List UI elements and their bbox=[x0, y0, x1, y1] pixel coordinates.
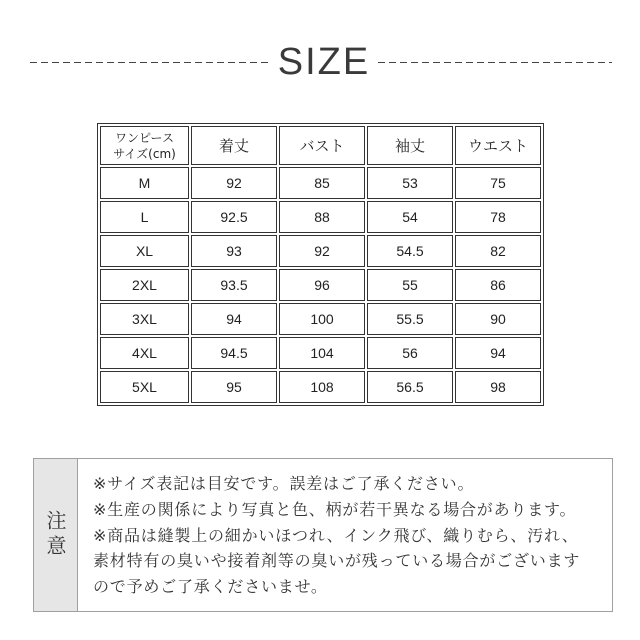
measurement-cell: 90 bbox=[455, 303, 541, 335]
measurement-cell: 92 bbox=[191, 167, 277, 199]
notes-heading: 注意 bbox=[43, 510, 67, 560]
measurement-cell: 88 bbox=[279, 201, 365, 233]
title-divider-right bbox=[378, 62, 612, 63]
size-label: 2XL bbox=[100, 269, 189, 301]
size-label: 5XL bbox=[100, 371, 189, 403]
size-label: 4XL bbox=[100, 337, 189, 369]
measurement-cell: 85 bbox=[279, 167, 365, 199]
column-header-bust: バスト bbox=[279, 126, 365, 165]
measurement-cell: 100 bbox=[279, 303, 365, 335]
size-label: M bbox=[100, 167, 189, 199]
notes-box bbox=[33, 458, 613, 612]
measurement-cell: 95 bbox=[191, 371, 277, 403]
measurement-cell: 78 bbox=[455, 201, 541, 233]
measurement-cell: 55 bbox=[367, 269, 453, 301]
measurement-cell: 94 bbox=[455, 337, 541, 369]
measurement-cell: 92 bbox=[279, 235, 365, 267]
measurement-cell: 86 bbox=[455, 269, 541, 301]
title-divider-left bbox=[30, 62, 270, 63]
measurement-cell: 92.5 bbox=[191, 201, 277, 233]
measurement-cell: 82 bbox=[455, 235, 541, 267]
measurement-cell: 53 bbox=[367, 167, 453, 199]
notes-line: 素材特有の臭いや接着剤等の臭いが残っている場合がございます bbox=[93, 551, 581, 571]
column-header-total-length: 着丈 bbox=[191, 126, 277, 165]
size-label: L bbox=[100, 201, 189, 233]
corner-header-line: ワンピース bbox=[115, 130, 174, 145]
column-header-sleeve-length: 袖丈 bbox=[367, 126, 453, 165]
size-table bbox=[97, 123, 544, 406]
notes-text bbox=[78, 459, 580, 611]
page-title: SIZE bbox=[277, 41, 371, 83]
measurement-cell: 108 bbox=[279, 371, 365, 403]
notes-label-cell bbox=[34, 459, 78, 611]
size-label: 3XL bbox=[100, 303, 189, 335]
notes-line: ※生産の関係により写真と色、柄が若干異なる場合があります。 bbox=[93, 499, 577, 519]
measurement-cell: 55.5 bbox=[367, 303, 453, 335]
measurement-cell: 75 bbox=[455, 167, 541, 199]
notes-line: ※商品は縫製上の細かいほつれ、インク飛び、織りむら、汚れ、 bbox=[93, 525, 579, 545]
measurement-cell: 93.5 bbox=[191, 269, 277, 301]
measurement-cell: 94.5 bbox=[191, 337, 277, 369]
measurement-cell: 56 bbox=[367, 337, 453, 369]
measurement-cell: 104 bbox=[279, 337, 365, 369]
measurement-cell: 54 bbox=[367, 201, 453, 233]
measurement-cell: 93 bbox=[191, 235, 277, 267]
size-label: XL bbox=[100, 235, 189, 267]
measurement-cell: 96 bbox=[279, 269, 365, 301]
column-header-waist: ウエスト bbox=[455, 126, 541, 165]
measurement-cell: 98 bbox=[455, 371, 541, 403]
notes-line: ※サイズ表記は目安です。誤差はご了承ください。 bbox=[93, 474, 475, 493]
notes-line: ので予めご了承くださいませ。 bbox=[93, 577, 328, 597]
table-corner-header bbox=[100, 126, 189, 165]
measurement-cell: 54.5 bbox=[367, 235, 453, 267]
measurement-cell: 94 bbox=[191, 303, 277, 335]
corner-header-line: サイズ(cm) bbox=[113, 146, 176, 161]
measurement-cell: 56.5 bbox=[367, 371, 453, 403]
